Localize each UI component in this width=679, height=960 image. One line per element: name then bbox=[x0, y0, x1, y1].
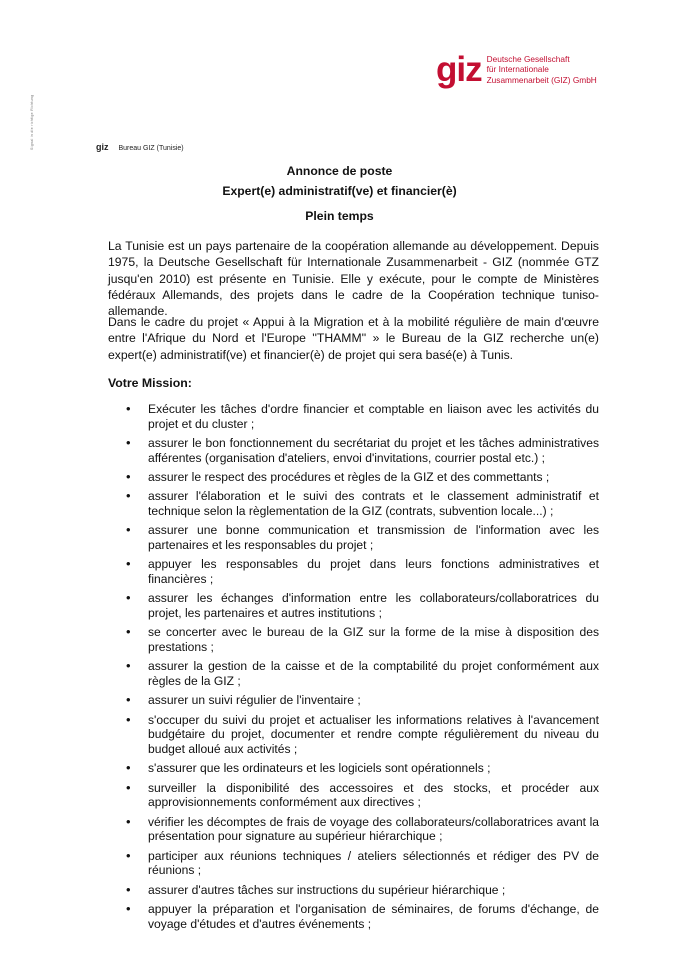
mission-item: • surveiller la disponibilité des accessoires et des stocks, et procéder aux approvisionnements conformément aux directives ; bbox=[108, 781, 599, 810]
mission-item: • s'occuper du suivi du projet et actualiser les informations relatives à l'avancement budgétaire du projet, documenter et rendre compte régulièrement du niveau du budget alloué aux activités ; bbox=[108, 713, 599, 757]
mini-giz-logo: giz bbox=[96, 142, 109, 152]
mission-item: • appuyer les responsables du projet dans leurs fonctions administratives et financières ; bbox=[108, 557, 599, 586]
announcement-title: Annonce de poste bbox=[286, 164, 393, 178]
logo-line-2: für Internationale bbox=[486, 64, 549, 75]
office-header bbox=[96, 142, 184, 152]
mission-item: • assurer un suivi régulier de l'inventaire ; bbox=[108, 693, 599, 708]
logo-line-1: Deutsche Gesellschaft bbox=[486, 53, 570, 64]
giz-logo bbox=[436, 52, 597, 87]
intro-paragraph: La Tunisie est un pays partenaire de la coopération allemande au développement. Depuis 1975, la Deutsche Gesellschaft für Internationale Zusammenarbeit - GIZ (nommée GTZ jusqu'en 2010) est présente en Tunisie. Elle y exécute, pour le compte de Ministères fédéraux Allemands, des projets dans le cadre de la Coopération technique tuniso-allemande. bbox=[108, 239, 599, 319]
mission-item: • appuyer la préparation et l'organisation de séminaires, de forums d'échange, de voyage d'études et d'autres événements ; bbox=[108, 902, 599, 931]
mission-item: • assurer le respect des procédures et règles de la GIZ et des commettants ; bbox=[108, 470, 599, 485]
mission-item: • assurer une bonne communication et transmission de l'information avec les partenaires et les responsables du projet ; bbox=[108, 523, 599, 552]
side-caption: Signal in die richtige Richtung bbox=[30, 94, 34, 150]
mission-item: • assurer la gestion de la caisse et de la comptabilité du projet conformément aux règles de la GIZ ; bbox=[108, 659, 599, 688]
mission-list bbox=[108, 402, 599, 936]
mission-item: • assurer les échanges d'information entre les collaborateurs/collaboratrices du projet, les partenaires et autres institutions ; bbox=[108, 591, 599, 620]
mission-item: • Exécuter les tâches d'ordre financier et comptable en liaison avec les activités du projet et du cluster ; bbox=[108, 402, 599, 431]
giz-logo-mark: giz bbox=[436, 50, 482, 89]
mission-item: • assurer d'autres tâches sur instructions du supérieur hiérarchique ; bbox=[108, 883, 599, 898]
logo-line-3: Zusammenarbeit (GIZ) GmbH bbox=[486, 74, 597, 85]
giz-logo-text bbox=[487, 54, 597, 86]
office-name: Bureau GIZ (Tunisie) bbox=[118, 145, 184, 152]
mission-item: • assurer le bon fonctionnement du secrétariat du projet et les tâches administratives afférentes (organisation d'ateliers, envoi d'invitations, courrier postal etc.) ; bbox=[108, 436, 599, 465]
mission-item: • participer aux réunions techniques / ateliers sélectionnés et rédiger des PV de réunions ; bbox=[108, 849, 599, 878]
mission-heading: Votre Mission: bbox=[108, 376, 192, 390]
context-paragraph: Dans le cadre du projet « Appui à la Migration et à la mobilité régulière de main d'œuvre entre l'Afrique du Nord et l'Europe ''THAMM'' » le Bureau de la GIZ recherche un(e) expert(e) administratif(ve) et financier(è) de projet qui sera basé(e) à Tunis. bbox=[108, 315, 599, 362]
mission-item: • s'assurer que les ordinateurs et les logiciels sont opérationnels ; bbox=[108, 761, 599, 776]
position-title: Expert(e) administratif(ve) et financier(è) bbox=[222, 184, 457, 198]
mission-item: • assurer l'élaboration et le suivi des contrats et le classement administratif et technique selon la règlementation de la GIZ (contrats, subvention locale...) ; bbox=[108, 489, 599, 518]
mission-item: • se concerter avec le bureau de la GIZ sur la forme de la mise à disposition des prestations ; bbox=[108, 625, 599, 654]
mission-item: • vérifier les décomptes de frais de voyage des collaborateurs/collaboratrices avant la présentation pour signature au supérieur hiérarchique ; bbox=[108, 815, 599, 844]
employment-type: Plein temps bbox=[305, 209, 374, 223]
